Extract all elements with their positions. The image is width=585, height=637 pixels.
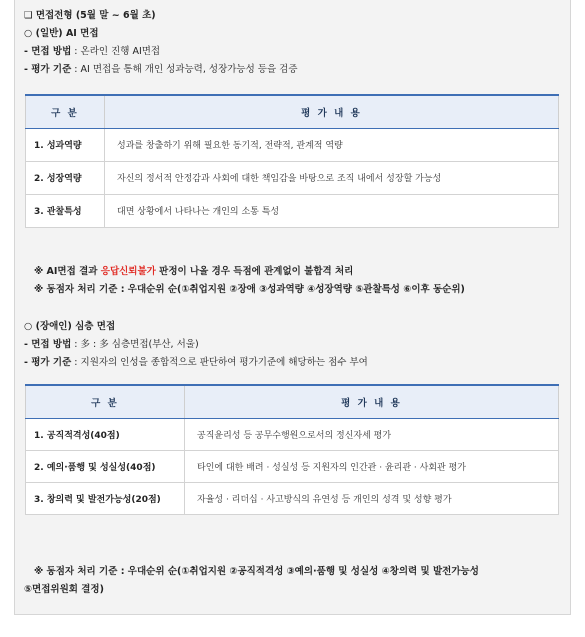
row-description: 타인에 대한 배려 · 성실성 등 지원자의 인간관 · 윤리관 · 사회관 평가 bbox=[185, 450, 559, 482]
note-prefix: ※ AI면접 결과 bbox=[34, 266, 101, 277]
column-header: 평 가 내 용 bbox=[185, 385, 559, 418]
criteria-label: - 평가 기준 bbox=[24, 64, 72, 75]
table-row bbox=[26, 418, 559, 450]
general-tiebreak-note: ※ 동점자 처리 기준 : 우대순위 순(①취업지원 ②장애 ③성과역량 ④성장역량 ⑤관찰특성 ⑥이후 동순위) bbox=[34, 284, 465, 295]
row-description: 성과를 창출하기 위해 필요한 동기적, 전략적, 관계적 역량 bbox=[105, 128, 559, 161]
disabled-tiebreak-note-line1: ※ 동점자 처리 기준 : 우대순위 순(①취업지원 ②공직적격성 ③예의·품행 및 성실성 ④창의력 및 발전가능성 bbox=[34, 566, 479, 577]
criteria-value: : AI 면접을 통해 개인 성과능력, 성장가능성 등을 검증 bbox=[71, 64, 298, 75]
unreliable-response-text: 응답신뢰불가 bbox=[100, 266, 156, 277]
row-label: 1. 성과역량 bbox=[26, 128, 105, 161]
interview-section-panel bbox=[14, 0, 571, 615]
method-label: - 면접 방법 bbox=[24, 46, 72, 57]
method-value: : 多 : 多 심층면접(부산, 서울) bbox=[71, 339, 199, 350]
disabled-tiebreak-note-line2: ⑤면접위원회 결정) bbox=[24, 584, 104, 595]
general-method-line bbox=[24, 45, 160, 58]
note-suffix: 판정이 나올 경우 득점에 관계없이 불합격 처리 bbox=[155, 266, 354, 277]
ai-reliability-note bbox=[34, 265, 353, 278]
table-header-row bbox=[26, 95, 559, 128]
row-label: 2. 예의·품행 및 성실성(40점) bbox=[26, 450, 185, 482]
row-label: 1. 공직적격성(40점) bbox=[26, 418, 185, 450]
disabled-interview-title: ○ (장애인) 심층 면접 bbox=[24, 321, 116, 332]
table-row bbox=[26, 194, 559, 227]
row-label: 2. 성장역량 bbox=[26, 161, 105, 194]
row-label: 3. 창의력 및 발전가능성(20점) bbox=[26, 482, 185, 514]
row-description: 자율성 · 리더십 · 사고방식의 유연성 등 개인의 성격 및 성향 평가 bbox=[185, 482, 559, 514]
table-row bbox=[26, 161, 559, 194]
column-header: 구 분 bbox=[26, 385, 185, 418]
row-label: 3. 관찰특성 bbox=[26, 194, 105, 227]
criteria-value: : 지원자의 인성을 종합적으로 판단하여 평가기준에 해당하는 점수 부여 bbox=[71, 357, 368, 368]
method-label: - 면접 방법 bbox=[24, 339, 72, 350]
table-header-row bbox=[26, 385, 559, 418]
row-description: 대면 상황에서 나타나는 개인의 소통 특성 bbox=[105, 194, 559, 227]
general-interview-title: ○ (일반) AI 면접 bbox=[24, 28, 99, 39]
row-description: 자신의 정서적 안정감과 사회에 대한 책임감을 바탕으로 조직 내에서 성장할 가능성 bbox=[105, 161, 559, 194]
disabled-criteria-line bbox=[24, 356, 368, 369]
column-header: 구 분 bbox=[26, 95, 105, 128]
method-value: : 온라인 진행 AI면접 bbox=[71, 46, 161, 57]
table-row bbox=[26, 128, 559, 161]
table-row bbox=[26, 450, 559, 482]
section-heading: ❑ 면접전형 (5월 말 ~ 6월 초) bbox=[24, 10, 156, 21]
general-criteria-line bbox=[24, 63, 298, 76]
column-header: 평 가 내 용 bbox=[105, 95, 559, 128]
row-description: 공직윤리성 등 공무수행원으로서의 정신자세 평가 bbox=[185, 418, 559, 450]
criteria-label: - 평가 기준 bbox=[24, 357, 72, 368]
table-row bbox=[26, 482, 559, 514]
in-depth-interview-eval-table bbox=[25, 384, 559, 515]
disabled-method-line bbox=[24, 338, 199, 351]
ai-interview-eval-table bbox=[25, 94, 559, 228]
